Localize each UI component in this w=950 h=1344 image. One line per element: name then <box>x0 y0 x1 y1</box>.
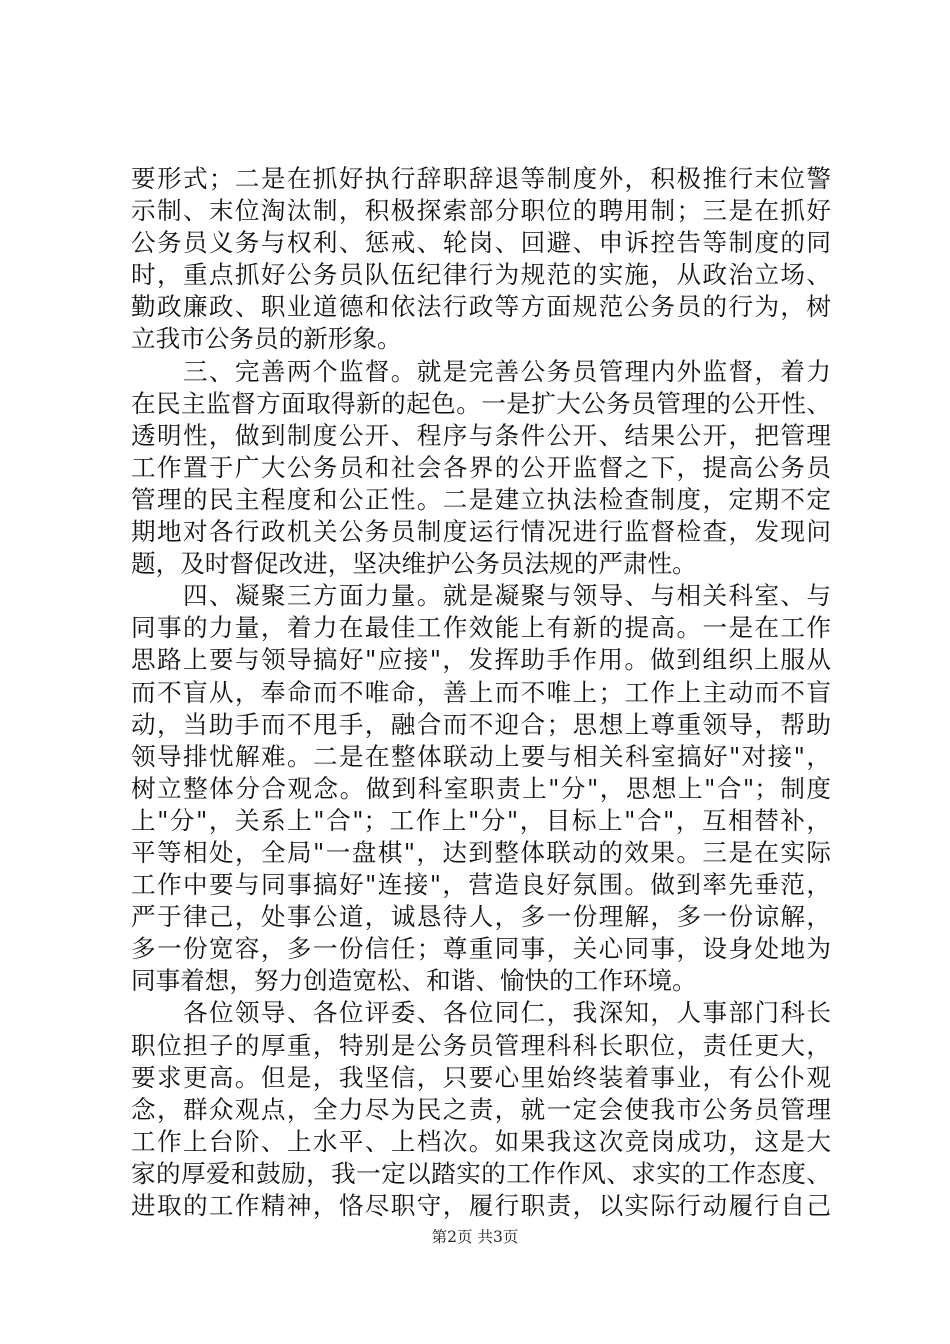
text-line: 念，群众观点，全力尽为民之责，就一定会使我市公务员管理 <box>131 1094 831 1124</box>
text-line: 公务员义务与权利、惩戒、轮岗、回避、申诉控告等制度的同 <box>131 228 831 258</box>
text-line: 上"分"，关系上"合"；工作上"分"，目标上"合"，互相替补， <box>131 805 831 835</box>
text-line: 工作上台阶、上水平、上档次。如果我这次竞岗成功，这是大 <box>131 1126 831 1156</box>
text-line: 要形式；二是在抓好执行辞职辞退等制度外，积极推行末位警 <box>131 164 831 193</box>
text-line: 而不盲从，奉命而不唯命，善上而不唯上；工作上主动而不盲 <box>131 677 831 707</box>
text-line: 管理的民主程度和公正性。二是建立执法检查制度，定期不定 <box>131 484 831 514</box>
text-line: 四、凝聚三方面力量。就是凝聚与领导、与相关科室、与 <box>131 581 831 611</box>
text-line: 工作置于广大公务员和社会各界的公开监督之下，提高公务员 <box>131 452 831 482</box>
text-line: 进取的工作精神，恪尽职守，履行职责，以实际行动履行自己 <box>131 1191 831 1220</box>
text-line: 思路上要与领导搞好"应接"，发挥助手作用。做到组织上服从 <box>131 645 831 675</box>
body-text <box>131 163 831 1222</box>
text-line: 要求更高。但是，我坚信，只要心里始终装着事业，有公仆观 <box>131 1062 831 1092</box>
text-line: 严于律己，处事公道，诚恳待人，多一份理解，多一份谅解， <box>131 902 831 932</box>
text-line: 勤政廉政、职业道德和依法行政等方面规范公务员的行为，树 <box>131 292 831 322</box>
text-line: 在民主监督方面取得新的起色。一是扩大公务员管理的公开性、 <box>131 388 831 418</box>
text-line: 工作中要与同事搞好"连接"，营造良好氛围。做到率先垂范， <box>131 870 831 900</box>
text-line: 立我市公务员的新形象。 <box>131 324 402 354</box>
text-line: 期地对各行政机关公务员制度运行情况进行监督检查，发现问 <box>131 517 831 547</box>
text-line: 同事的力量，着力在最佳工作效能上有新的提高。一是在工作 <box>131 613 831 643</box>
text-line: 三、完善两个监督。就是完善公务员管理内外监督，着力 <box>131 356 831 386</box>
text-line: 动，当助手而不甩手，融合而不迎合；思想上尊重领导，帮助 <box>131 709 831 739</box>
text-line: 树立整体分合观念。做到科室职责上"分"，思想上"合"；制度 <box>131 773 831 803</box>
text-line: 平等相处，全局"一盘棋"，达到整体联动的效果。三是在实际 <box>131 837 831 867</box>
text-line: 时，重点抓好公务员队伍纪律行为规范的实施，从政治立场、 <box>131 260 831 290</box>
page-footer: 第2页 共3页 <box>431 1228 519 1246</box>
text-line: 同事着想，努力创造宽松、和谐、愉快的工作环境。 <box>131 966 697 996</box>
text-line: 领导排忧解难。二是在整体联动上要与相关科室搞好"对接"， <box>131 741 831 771</box>
text-line: 职位担子的厚重，特别是公务员管理科科长职位，责任更大， <box>131 1030 831 1060</box>
text-line: 各位领导、各位评委、各位同仁，我深知，人事部门科长 <box>131 998 831 1028</box>
text-line: 示制、末位淘汰制，积极探索部分职位的聘用制；三是在抓好 <box>131 196 831 226</box>
text-line: 多一份宽容，多一份信任；尊重同事，关心同事，设身处地为 <box>131 934 831 964</box>
text-line: 透明性，做到制度公开、程序与条件公开、结果公开，把管理 <box>131 420 831 450</box>
text-line: 家的厚爱和鼓励，我一定以踏实的工作作风、求实的工作态度、 <box>131 1158 831 1188</box>
text-line: 题，及时督促改进，坚决维护公务员法规的严肃性。 <box>131 549 697 579</box>
